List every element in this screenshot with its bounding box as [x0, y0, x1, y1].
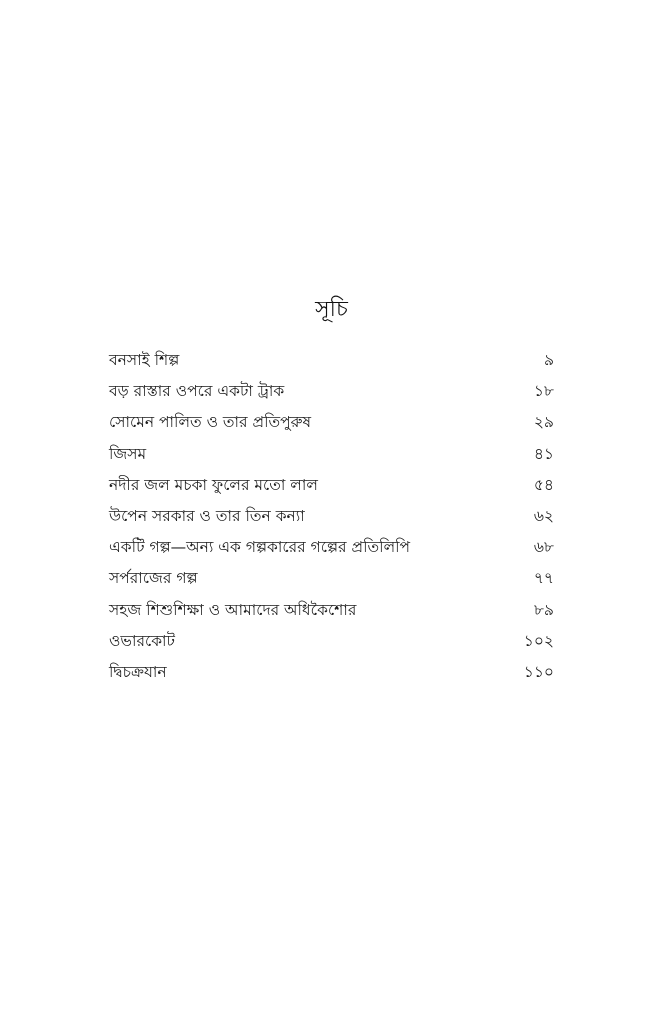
toc-entry	[109, 501, 554, 532]
toc-entry-page-number: ৭৭	[533, 569, 554, 588]
toc-entry-title: দ্বিচক্রযান	[109, 662, 167, 681]
toc-entry-title: সহজ শিশুশিক্ষা ও আমাদের অধিকৈশোর	[109, 600, 357, 619]
toc-entry-page-number: ১৮	[533, 382, 554, 401]
toc-entry-page-number: ৪১	[533, 444, 554, 463]
toc-entry-title: ওভারকোট	[109, 631, 175, 650]
toc-entry-page-number: ১১০	[523, 662, 554, 681]
toc-entry	[109, 407, 554, 438]
toc-entry-title: নদীর জল মচকা ফুলের মতো লাল	[109, 475, 318, 494]
table-of-contents	[109, 345, 554, 688]
contents-heading: সূচি	[315, 297, 348, 322]
toc-entry-title: বড় রাস্তার ওপরে একটা ট্রাক	[109, 382, 285, 401]
toc-entry	[109, 345, 554, 376]
toc-entry-title: বনসাই শিল্প	[109, 351, 180, 369]
toc-entry-title: সর্পরাজের গল্প	[109, 569, 198, 588]
toc-entry-title: উপেন সরকার ও তার তিন কন্যা	[109, 506, 305, 525]
toc-entry	[109, 657, 554, 688]
toc-entry-title: সোমেন পালিত ও তার প্রতিপুরুষ	[109, 413, 312, 432]
toc-entry-title: জিসম	[109, 444, 147, 463]
toc-entry	[109, 563, 554, 594]
toc-entry	[109, 595, 554, 626]
toc-entry	[109, 532, 554, 563]
toc-entry	[109, 470, 554, 501]
toc-entry	[109, 439, 554, 470]
toc-entry-page-number: ৬২	[533, 506, 554, 525]
toc-entry-page-number: ৮৯	[533, 600, 554, 619]
toc-entry	[109, 626, 554, 657]
toc-entry-page-number: ১০২	[523, 631, 554, 650]
toc-entry-page-number: ৬৮	[533, 538, 554, 557]
toc-entry-page-number: ৫৪	[533, 475, 554, 494]
toc-entry	[109, 376, 554, 407]
toc-entry-title: একটি গল্প—অন্য এক গল্পকারের গল্পের প্রতিলিপি	[109, 538, 411, 557]
toc-entry-page-number: ২৯	[533, 413, 554, 432]
toc-entry-page-number: ৯	[543, 351, 554, 369]
